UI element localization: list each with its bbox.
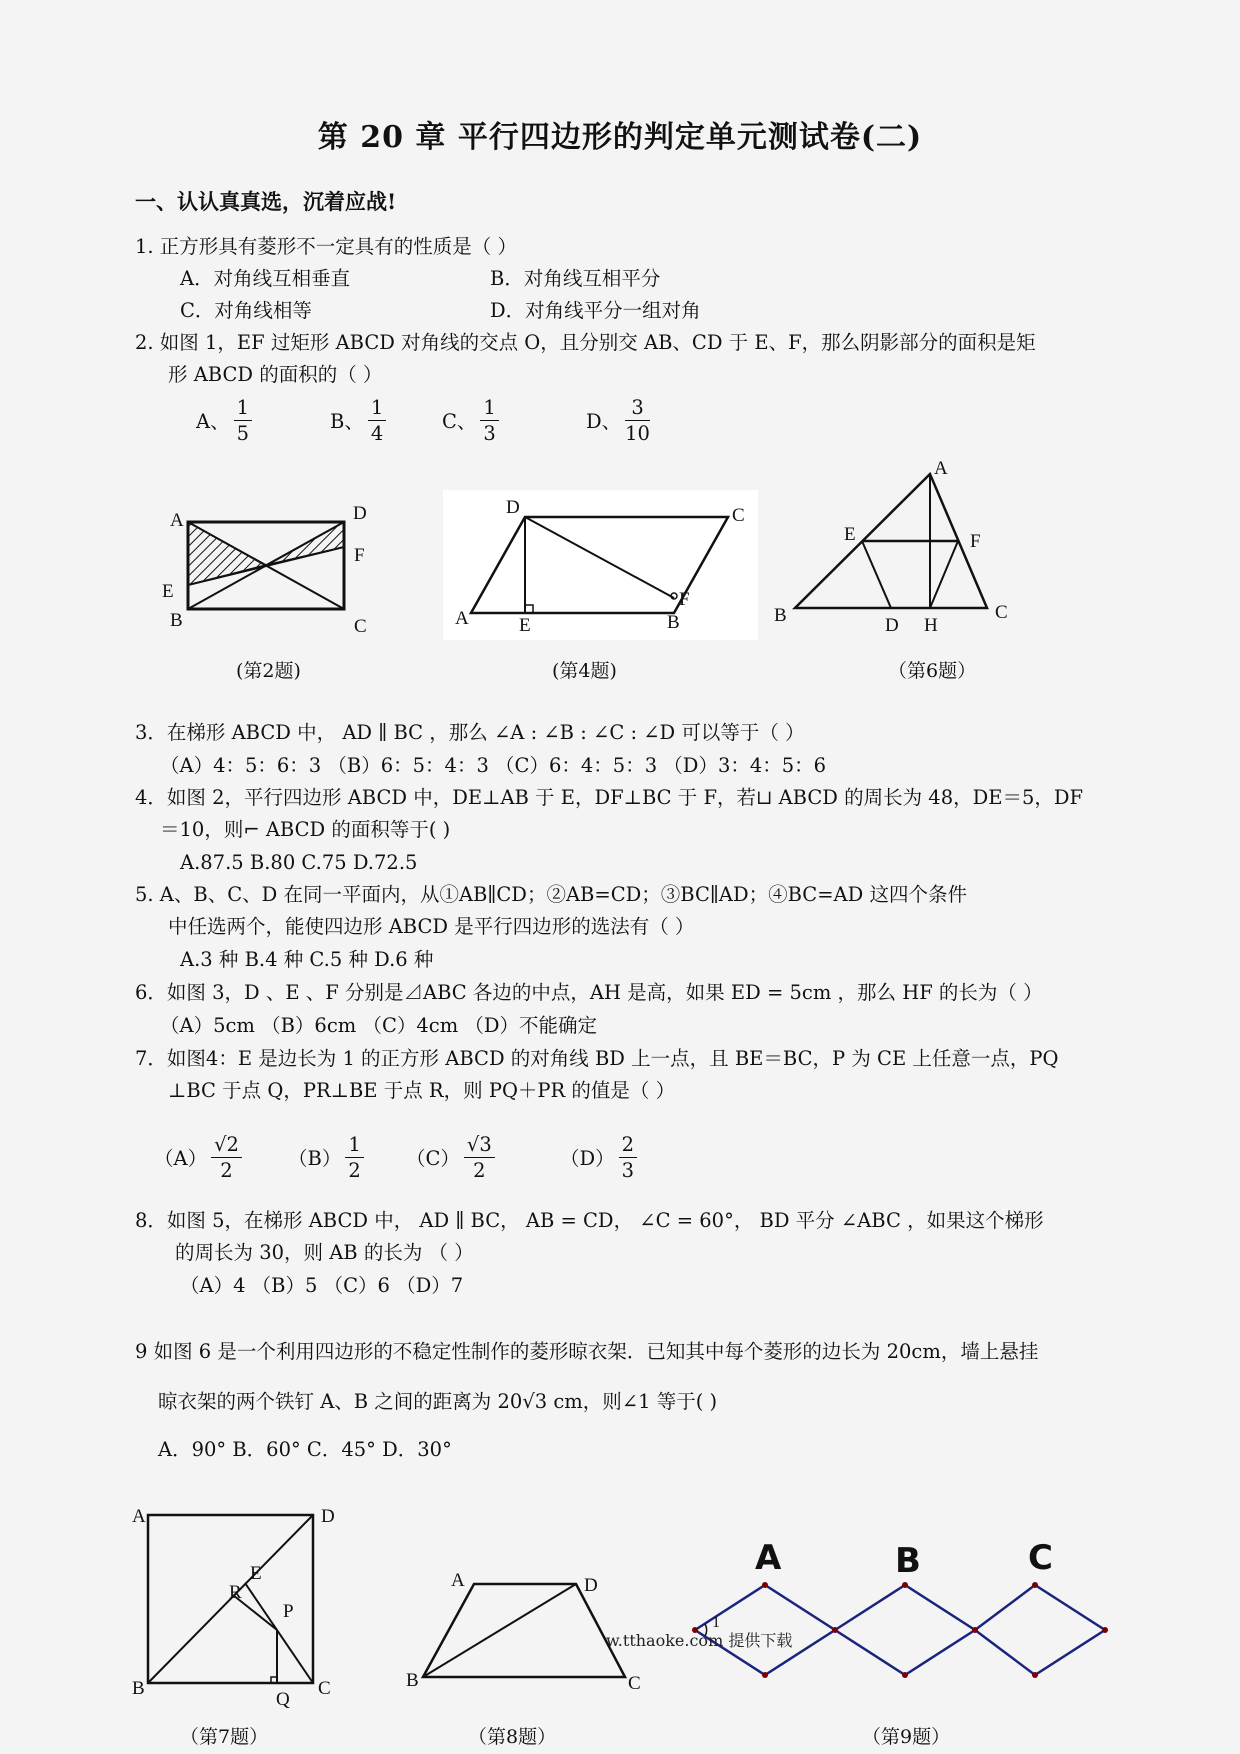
section-heading: 一、认认真真选，沉着应战!: [135, 189, 397, 214]
joint: [972, 1627, 978, 1633]
figure-8-caption: （第8题）: [468, 1726, 557, 1748]
label-e: E: [844, 524, 856, 545]
label-b: B: [895, 1541, 921, 1581]
label-e: E: [162, 581, 174, 602]
numerator: 3: [625, 396, 650, 421]
label-b: B: [667, 612, 680, 633]
label-b: B: [132, 1678, 145, 1699]
q2-option-a: [196, 396, 256, 447]
option-label: （A）: [154, 1146, 208, 1170]
q9-line2: 晾衣架的两个铁钉 A、B 之间的距离为 20√3 cm，则∠1 等于( ): [158, 1390, 718, 1413]
q1-stem: 1. 正方形具有菱形不一定具有的性质是（ ）: [135, 235, 518, 258]
label-a: A: [934, 458, 948, 479]
page-title: 第 20 章 平行四边形的判定单元测试卷(二): [317, 120, 923, 155]
fraction: [368, 396, 386, 447]
q8-options: （A）4 （B）5 （C）6 （D）7: [180, 1274, 464, 1297]
option-label: （D）: [560, 1146, 615, 1170]
q7-line2: ⊥BC 于点 Q，PR⊥BE 于点 R，则 PQ＋PR 的值是（ ）: [168, 1079, 676, 1102]
label-c: C: [318, 1678, 331, 1699]
figure-6-triangle: [770, 450, 1020, 640]
numerator: 1: [368, 396, 386, 421]
label-p: P: [283, 1601, 294, 1622]
joint: [1032, 1582, 1038, 1588]
denominator: 5: [236, 422, 250, 445]
label-b: B: [170, 610, 183, 631]
option-label: （C）: [406, 1146, 460, 1170]
label-d: D: [506, 497, 520, 518]
numerator: 1: [234, 396, 252, 421]
fraction: [464, 1133, 495, 1184]
figure-background: [443, 490, 758, 640]
numerator: 1: [345, 1133, 363, 1158]
q2-option-c: [442, 396, 503, 447]
joint: [902, 1582, 908, 1588]
joint: [832, 1627, 838, 1633]
figure-7-square: [128, 1500, 348, 1715]
label-e: E: [519, 615, 531, 636]
figure-4-caption: (第4题): [552, 660, 617, 682]
label-b: B: [406, 1670, 419, 1691]
label-d: D: [353, 503, 367, 524]
q5-line2: 中任选两个，能使四边形 ABCD 是平行四边形的选法有（ ）: [168, 915, 695, 938]
label-d: D: [885, 615, 899, 636]
joint: [762, 1582, 768, 1588]
numerator: √2: [211, 1133, 242, 1158]
joint: [1032, 1672, 1038, 1678]
figure-4-parallelogram: [443, 490, 758, 640]
fraction: [625, 396, 650, 447]
q1-option-b: B．对角线互相平分: [490, 267, 661, 290]
q4-line2: ＝10，则⌐ ABCD 的面积等于( ): [160, 818, 451, 841]
q8-line2: 的周长为 30，则 AB 的长为 （ ）: [175, 1241, 474, 1264]
numerator: 1: [480, 396, 498, 421]
q5-line1: 5. A、B、C、D 在同一平面内，从①AB∥CD；②AB=CD；③BC∥AD；④BC=AD 这四个条件: [135, 883, 967, 906]
q9-options: A．90° B．60° C．45° D．30°: [158, 1438, 452, 1461]
q5-options: A.3 种 B.4 种 C.5 种 D.6 种: [180, 948, 434, 971]
q2-line2: 形 ABCD 的面积的（ ）: [168, 363, 383, 386]
segment-ed: [862, 541, 891, 608]
label-q: Q: [276, 1689, 290, 1710]
label-a: A: [451, 1570, 465, 1591]
q2-option-d: [586, 396, 654, 447]
q3-line1: 3．在梯形 ABCD 中， AD ∥ BC ，那么 ∠A : ∠B : ∠C : ∠D 可以等于（ ）: [135, 721, 805, 744]
option-label: A、: [196, 409, 230, 433]
q8-line1: 8．如图 5，在梯形 ABCD 中， AD ∥ BC， AB = CD， ∠C = 60°， BD 平分 ∠ABC ，如果这个梯形: [135, 1209, 1044, 1232]
figure-9-caption: （第9题）: [862, 1726, 951, 1748]
denominator: 2: [348, 1159, 361, 1182]
q7-option-c: [406, 1133, 499, 1184]
joint: [902, 1672, 908, 1678]
fraction: [619, 1133, 637, 1184]
denominator: 3: [483, 422, 496, 445]
segment-fh: [930, 541, 958, 608]
label-b: B: [774, 605, 787, 626]
label-c: C: [995, 602, 1008, 623]
q4-line1: 4．如图 2，平行四边形 ABCD 中，DE⊥AB 于 E，DF⊥BC 于 F，若⊔ ABCD 的周长为 48，DE＝5，DF: [135, 786, 1084, 809]
label-a: A: [755, 1538, 782, 1578]
figure-6-caption: （第6题）: [888, 660, 977, 682]
figure-7-caption: （第7题）: [180, 1726, 269, 1748]
rhombus-2: [835, 1585, 975, 1675]
segment-ce: [245, 1583, 313, 1683]
rhombus-3: [975, 1585, 1105, 1675]
watermark-text: w.tthaoke.com 提供下载: [606, 1631, 793, 1650]
figure-9-rhombus-rack: [680, 1525, 1120, 1685]
label-c: C: [628, 1673, 641, 1694]
q7-option-a: [154, 1133, 246, 1184]
q1-option-a: A．对角线互相垂直: [180, 267, 351, 290]
shaded-region-right: [266, 522, 344, 565]
fraction: [345, 1133, 363, 1184]
q7-line1: 7．如图4：E 是边长为 1 的正方形 ABCD 的对角线 BD 上一点，且 BE＝BC，P 为 CE 上任意一点，PQ: [135, 1047, 1059, 1070]
figure-2-caption: (第2题): [236, 660, 301, 682]
denominator: 10: [625, 422, 650, 445]
label-a: A: [170, 510, 184, 531]
q7-option-b: [288, 1133, 368, 1184]
fraction: [211, 1133, 242, 1184]
q4-options: A.87.5 B.80 C.75 D.72.5: [180, 851, 418, 874]
option-label: （B）: [288, 1146, 342, 1170]
q9-line1: 9 如图 6 是一个利用四边形的不稳定性制作的菱形晾衣架．已知其中每个菱形的边长为 20cm，墙上悬挂: [135, 1340, 1039, 1363]
q2-option-b: [330, 396, 390, 447]
q3-line2: （A）4：5：6：3 （B）6：5：4：3 （C）6：4：5：3 （D）3：4：5：6: [160, 754, 827, 777]
numerator: √3: [464, 1133, 495, 1158]
label-d: D: [584, 1575, 598, 1596]
joint: [1102, 1627, 1108, 1633]
q2-line1: 2. 如图 1，EF 过矩形 ABCD 对角线的交点 O，且分别交 AB、CD 于 E、F，那么阴影部分的面积是矩: [135, 331, 1036, 354]
joint: [762, 1672, 768, 1678]
q7-option-d: [560, 1133, 641, 1184]
label-f: F: [354, 545, 365, 566]
option-label: C、: [442, 409, 477, 433]
label-d: D: [321, 1506, 335, 1527]
denominator: 2: [220, 1159, 233, 1182]
numerator: 2: [619, 1133, 637, 1158]
label-a: A: [132, 1506, 146, 1527]
label-angle-1: 1: [712, 1614, 720, 1631]
q6-line1: 6．如图 3，D 、E 、F 分别是⊿ABC 各边的中点，AH 是高，如果 ED = 5cm ，那么 HF 的长为（ ）: [135, 981, 1043, 1004]
trapezoid-abcd: [423, 1584, 625, 1677]
option-label: D、: [586, 409, 622, 433]
shaded-region-left: [188, 522, 266, 585]
label-c: C: [354, 616, 367, 637]
denominator: 4: [370, 422, 384, 445]
label-r: R: [229, 1582, 242, 1603]
label-e: E: [250, 1563, 262, 1584]
denominator: 3: [621, 1159, 635, 1182]
label-c: C: [1028, 1538, 1053, 1578]
label-c: C: [732, 505, 745, 526]
fraction: [480, 396, 498, 447]
figure-2-rectangle: [150, 495, 380, 645]
denominator: 2: [473, 1159, 486, 1182]
q6-line2: （A）5cm （B）6cm （C）4cm （D）不能确定: [160, 1014, 598, 1037]
label-a: A: [455, 608, 469, 629]
diagonal-bd: [423, 1584, 576, 1677]
q1-option-d: D．对角线平分一组对角: [490, 299, 701, 322]
label-h: H: [924, 615, 938, 636]
option-label: B、: [330, 409, 364, 433]
label-f: F: [970, 531, 981, 552]
q1-option-c: C．对角线相等: [180, 299, 312, 322]
label-f: F: [679, 589, 690, 610]
fraction: [234, 396, 252, 447]
